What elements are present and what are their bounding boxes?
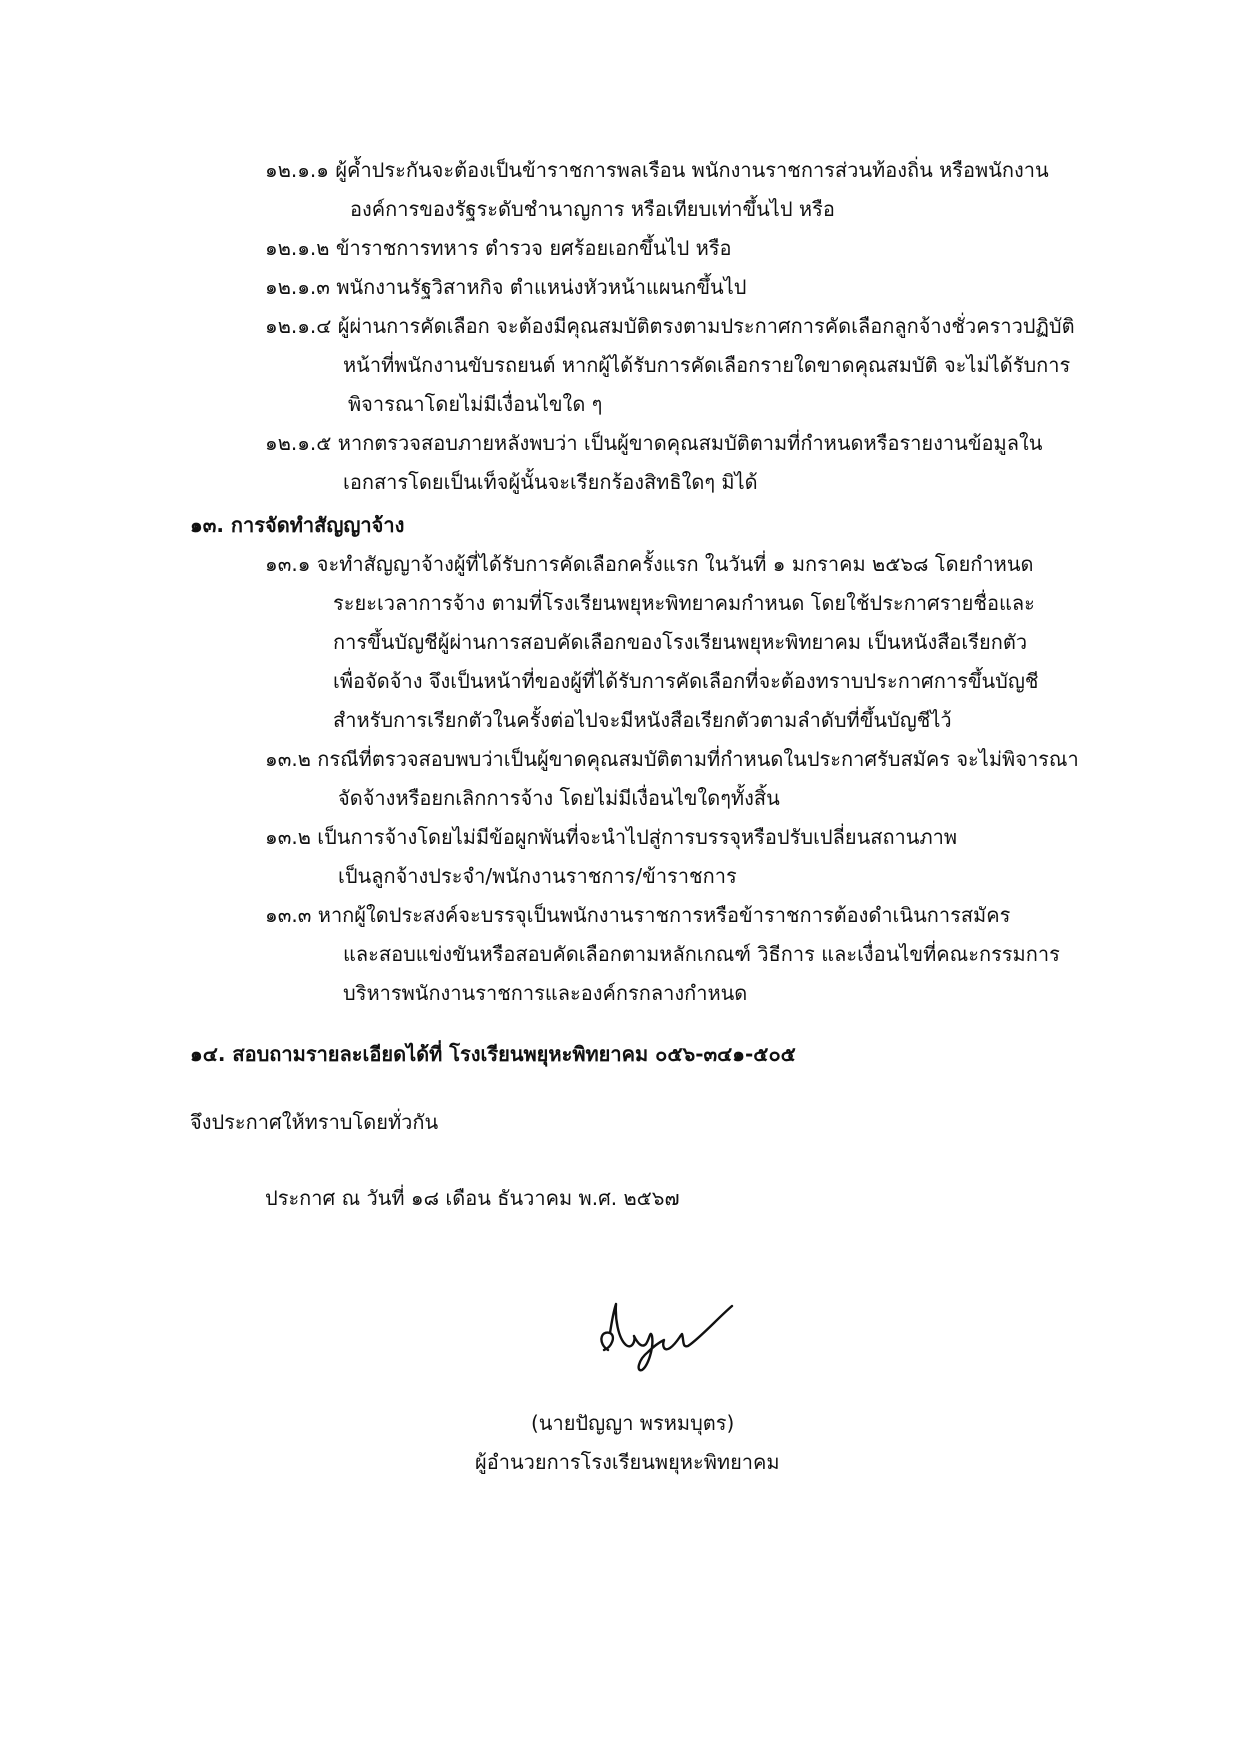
item-13-1-line-1: ๑๓.๑ จะทำสัญญาจ้างผู้ที่ได้รับการคัดเลือกครั้งแรก ในวันที่ ๑ มกราคม ๒๕๖๘ โดยกำหนด	[265, 552, 1034, 576]
item-13-1-line-2: ระยะเวลาการจ้าง ตามที่โรงเรียนพยุหะพิทยาคมกำหนด โดยใช้ประกาศรายชื่อและ	[333, 591, 1035, 615]
section-13-heading: ๑๓. การจัดทำสัญญาจ้าง	[190, 513, 405, 537]
item-12-1-5-line-1: ๑๒.๑.๕ หากตรวจสอบภายหลังพบว่า เป็นผู้ขาดคุณสมบัติตามที่กำหนดหรือรายงานข้อมูลใน	[265, 431, 1043, 455]
section-14-heading: ๑๔. สอบถามรายละเอียดได้ที่ โรงเรียนพยุหะพิทยาคม ๐๕๖-๓๔๑-๕๐๕	[190, 1042, 796, 1066]
item-12-1-4-line-2: หน้าที่พนักงานขับรถยนต์ หากผู้ได้รับการคัดเลือกรายใดขาดคุณสมบัติ จะไม่ได้รับการ	[343, 353, 1071, 377]
item-13-2b-line-2: เป็นลูกจ้างประจำ/พนักงานราชการ/ข้าราชการ	[338, 864, 737, 888]
announce-date: ประกาศ ณ วันที่ ๑๘ เดือน ธันวาคม พ.ศ. ๒๕๖๗	[265, 1186, 680, 1210]
item-13-2-line-1: ๑๓.๒ กรณีที่ตรวจสอบพบว่าเป็นผู้ขาดคุณสมบัติตามที่กำหนดในประกาศรับสมัคร จะไม่พิจารณา	[265, 747, 1079, 771]
signature-image	[590, 1300, 740, 1375]
item-13-3-line-1: ๑๓.๓ หากผู้ใดประสงค์จะบรรจุเป็นพนักงานราชการหรือข้าราชการต้องดำเนินการสมัคร	[265, 903, 1011, 927]
item-13-2b-line-1: ๑๓.๒ เป็นการจ้างโดยไม่มีข้อผูกพันที่จะนำไปสู่การบรรจุหรือปรับเปลี่ยนสถานภาพ	[265, 825, 958, 849]
item-13-1-line-4: เพื่อจัดจ้าง จึงเป็นหน้าที่ของผู้ที่ได้รับการคัดเลือกที่จะต้องทราบประกาศการขึ้นบัญชี	[333, 669, 1039, 693]
item-13-2-line-2: จัดจ้างหรือยกเลิกการจ้าง โดยไม่มีเงื่อนไขใดๆทั้งสิ้น	[338, 786, 780, 810]
closing-statement: จึงประกาศให้ทราบโดยทั่วกัน	[190, 1110, 439, 1134]
signer-position: ผู้อำนวยการโรงเรียนพยุหะพิทยาคม	[475, 1450, 780, 1474]
item-12-1-1-line-1: ๑๒.๑.๑ ผู้ค้ำประกันจะต้องเป็นข้าราชการพลเรือน พนักงานราชการส่วนท้องถิ่น หรือพนักงาน	[265, 158, 1049, 182]
item-12-1-5-line-2: เอกสารโดยเป็นเท็จผู้นั้นจะเรียกร้องสิทธิใดๆ มิได้	[343, 470, 758, 494]
item-12-1-4-line-1: ๑๒.๑.๔ ผู้ผ่านการคัดเลือก จะต้องมีคุณสมบัติตรงตามประกาศการคัดเลือกลูกจ้างชั่วคราวปฏิบัติ	[265, 314, 1075, 338]
item-12-1-3: ๑๒.๑.๓ พนักงานรัฐวิสาหกิจ ตำแหน่งหัวหน้าแผนกขึ้นไป	[265, 275, 747, 299]
item-13-3-line-2: และสอบแข่งขันหรือสอบคัดเลือกตามหลักเกณฑ์ วิธีการ และเงื่อนไขที่คณะกรรมการ	[343, 942, 1060, 966]
signer-name: (นายปัญญา พรหมบุตร)	[531, 1411, 735, 1435]
item-12-1-1-line-2: องค์การของรัฐระดับชำนาญการ หรือเทียบเท่าขึ้นไป หรือ	[350, 197, 835, 221]
item-13-1-line-5: สำหรับการเรียกตัวในครั้งต่อไปจะมีหนังสือเรียกตัวตามลำดับที่ขึ้นบัญชีไว้	[333, 708, 952, 732]
item-13-3-line-3: บริหารพนักงานราชการและองค์กรกลางกำหนด	[343, 981, 748, 1005]
item-12-1-4-line-3: พิจารณาโดยไม่มีเงื่อนไขใด ๆ	[348, 392, 603, 416]
item-12-1-2: ๑๒.๑.๒ ข้าราชการทหาร ตำรวจ ยศร้อยเอกขึ้นไป หรือ	[265, 236, 732, 260]
item-13-1-line-3: การขึ้นบัญชีผู้ผ่านการสอบคัดเลือกของโรงเรียนพยุหะพิทยาคม เป็นหนังสือเรียกตัว	[333, 630, 1028, 654]
